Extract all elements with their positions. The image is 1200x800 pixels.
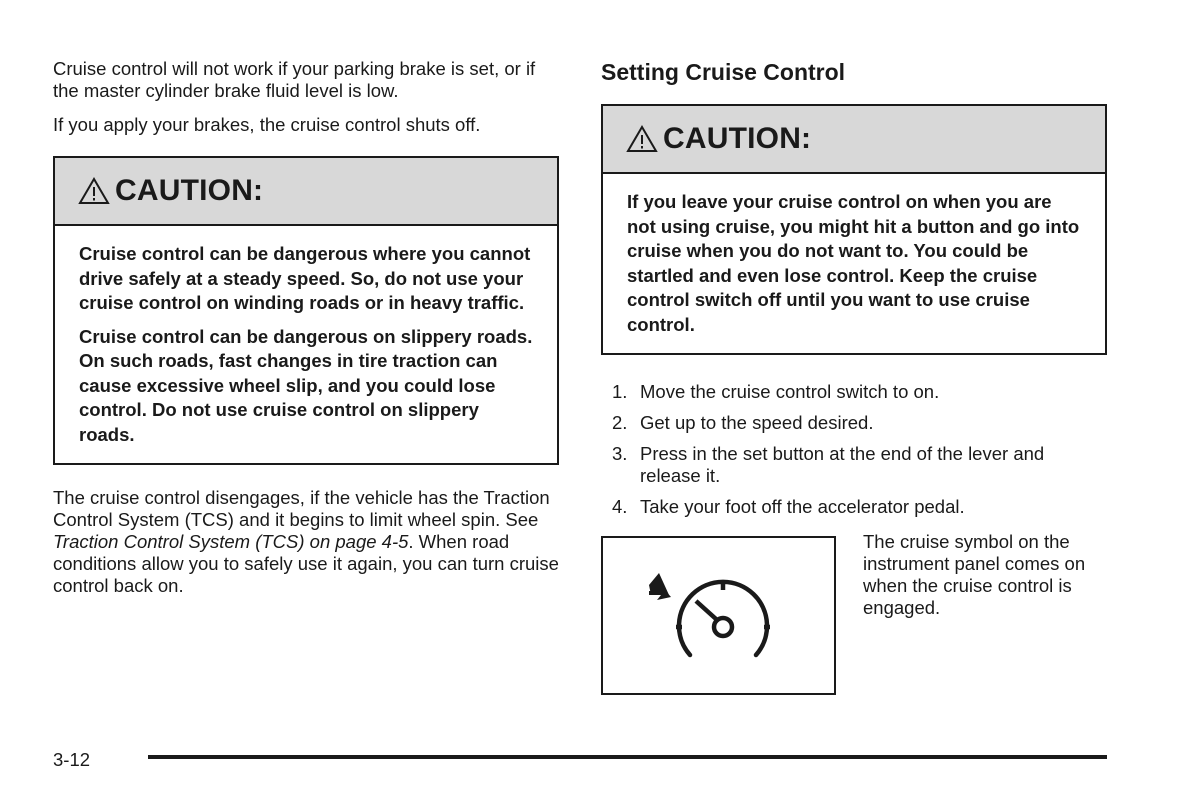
symbol-row	[601, 531, 1107, 695]
symbol-caption: The cruise symbol on the instrument panel comes on when the cruise control is engaged.	[863, 531, 1086, 618]
tcs-page-reference[interactable]: Traction Control System (TCS) on page 4-5	[53, 531, 409, 552]
caution-box-left	[53, 156, 559, 465]
cruise-control-icon	[603, 538, 834, 693]
warning-triangle-icon	[625, 124, 659, 154]
caution-paragraph-2: Cruise control can be dangerous on slippery roads. On such roads, fast changes in tire traction can cause excessive wheel slip, and you could lose control. Do not use cruise control on slippery roads.	[79, 325, 533, 445]
caution-header	[55, 158, 557, 226]
footer-rule	[148, 755, 1107, 759]
tcs-paragraph	[53, 487, 559, 597]
tcs-text-after: . When road conditions allow you to safely use it again, you can turn cruise control back on.	[53, 531, 559, 596]
caution-body	[55, 226, 557, 463]
list-item: 4. Take your foot off the accelerator pedal.	[612, 496, 965, 517]
caution-box-right	[601, 104, 1107, 355]
warning-triangle-icon	[77, 176, 111, 206]
caution-header	[603, 106, 1105, 174]
list-item: 2. Get up to the speed desired.	[612, 412, 874, 433]
caution-body	[603, 174, 1105, 353]
caution-title: CAUTION:	[663, 122, 812, 155]
caution-paragraph-1: Cruise control can be dangerous where you cannot drive safely at a steady speed. So, do not use your cruise control on winding roads or in heavy traffic.	[79, 243, 531, 313]
symbol-illustration	[601, 536, 836, 695]
caution-paragraph-1: If you leave your cruise control on when you are not using cruise, you might hit a button and go into cruise when you do not want to. You could be startled and even lose control. Keep the cruise control switch off until you want to use cruise control.	[627, 191, 1080, 335]
intro-paragraph-1: Cruise control will not work if your parking brake is set, or if the master cylinder brake fluid level is low.	[53, 58, 536, 101]
steps-list	[601, 381, 1107, 518]
right-column	[601, 58, 1107, 695]
list-item: 3. Press in the set button at the end of the lever and release it.	[612, 443, 1045, 486]
list-item: 1. Move the cruise control switch to on.	[612, 381, 940, 402]
left-column	[53, 58, 559, 609]
tcs-text-before: The cruise control disengages, if the vehicle has the Traction Control System (TCS) and it begins to limit wheel spin. See	[53, 487, 550, 530]
caution-title: CAUTION:	[115, 174, 264, 207]
intro-paragraph-2: If you apply your brakes, the cruise control shuts off.	[53, 114, 481, 135]
page-number: 3-12	[53, 749, 91, 770]
section-heading: Setting Cruise Control	[601, 59, 846, 85]
